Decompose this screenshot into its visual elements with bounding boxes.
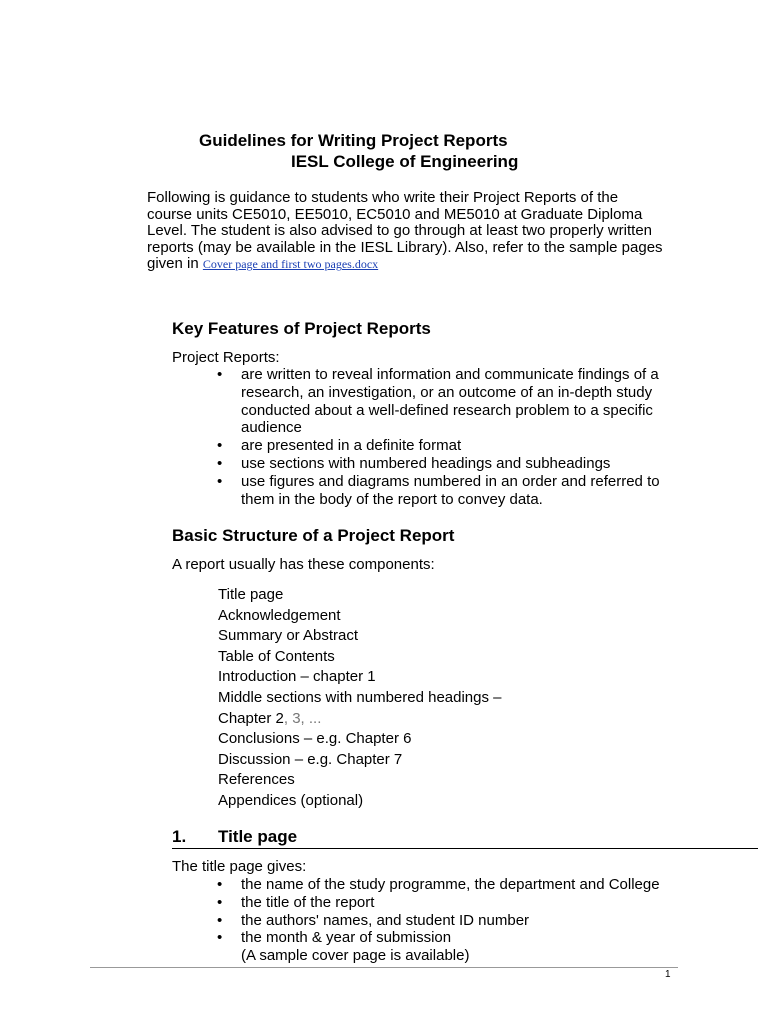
list-item: • use sections with numbered headings and subheadings <box>217 454 611 472</box>
component-item: Summary or Abstract <box>218 627 359 645</box>
list-item: • the authors' names, and student ID number <box>217 911 530 929</box>
title-page-bullet-4: the month & year of submission <box>241 929 452 947</box>
basic-structure-lead: A report usually has these components: <box>172 556 435 573</box>
footer-divider <box>90 967 678 968</box>
document-title-line-1: Guidelines for Writing Project Reports <box>199 131 508 150</box>
intro-paragraph <box>147 190 667 273</box>
chapter-prefix: Chapter 2 <box>218 709 284 727</box>
component-item: Introduction – chapter 1 <box>218 668 376 686</box>
key-feature-bullet-3: use sections with numbered headings and subheadings <box>241 454 611 472</box>
key-features-heading: Key Features of Project Reports <box>172 319 431 338</box>
basic-structure-heading: Basic Structure of a Project Report <box>172 526 455 545</box>
key-feature-bullet-2: are presented in a definite format <box>241 437 462 455</box>
component-item: Middle sections with numbered headings – <box>218 688 502 706</box>
list-item: • are written to reveal information and communicate findings of a research, an investigation, or an outcome of an in-depth study conducted about a well-defined research problem to a specific audience <box>217 366 659 437</box>
component-item: Acknowledgement <box>218 606 341 624</box>
section-divider <box>172 848 758 849</box>
title-page-bullet-1: the name of the study programme, the department and College <box>241 876 660 893</box>
title-page-heading: Title page <box>218 827 298 846</box>
title-page-lead: The title page gives: <box>172 858 307 875</box>
component-item: Discussion – e.g. Chapter 7 <box>218 750 403 768</box>
key-features-list <box>217 366 681 508</box>
list-item: • use figures and diagrams numbered in an order and referred to them in the body of the report to convey data. <box>217 472 660 508</box>
component-item: Title page <box>218 586 284 603</box>
component-item: Table of Contents <box>218 647 335 665</box>
key-feature-bullet-4: use figures and diagrams numbered in an order and referred to them in the body of the report to convey data. <box>241 472 660 508</box>
page-number: 1 <box>665 969 671 980</box>
list-item: • are presented in a definite format <box>217 437 462 455</box>
chapter-suffix: , 3, ... <box>283 709 322 727</box>
title-page-bullet-3: the authors' names, and student ID number <box>241 911 530 929</box>
components-list <box>218 585 502 812</box>
list-item: • the month & year of submission <box>217 929 452 947</box>
component-item: References <box>218 771 295 789</box>
list-item <box>241 947 701 965</box>
title-page-bullet-2: the title of the report <box>241 893 375 911</box>
component-item-chapters <box>218 709 502 730</box>
key-feature-bullet-1: are written to reveal information and communicate findings of a research, an investigation, or an outcome of an in-depth study conducted about a well-defined research problem to a specific audience <box>241 366 659 437</box>
document-title-line-2: IESL College of Engineering <box>291 152 519 171</box>
list-item: • the title of the report <box>217 893 375 911</box>
key-features-lead: Project Reports: <box>172 349 280 366</box>
component-item: Appendices (optional) <box>218 791 364 809</box>
list-item: • the name of the study programme, the department and College <box>217 876 660 893</box>
component-item: Conclusions – e.g. Chapter 6 <box>218 730 412 748</box>
title-page-note: (A sample cover page is available) <box>241 947 470 965</box>
title-page-list <box>217 876 701 965</box>
cover-page-link[interactable]: Cover page and first two pages.docx <box>202 257 379 272</box>
section-number: 1. <box>172 827 187 846</box>
intro-text: Following is guidance to students who write their Project Reports of the course units CE5010, EE5010, EC5010 and ME5010 at Graduate Diploma Level. The student is also advised to go through at least two properly written reports (may be available in the IESL Library). Also, refer to the sample pages given in <box>147 189 663 273</box>
